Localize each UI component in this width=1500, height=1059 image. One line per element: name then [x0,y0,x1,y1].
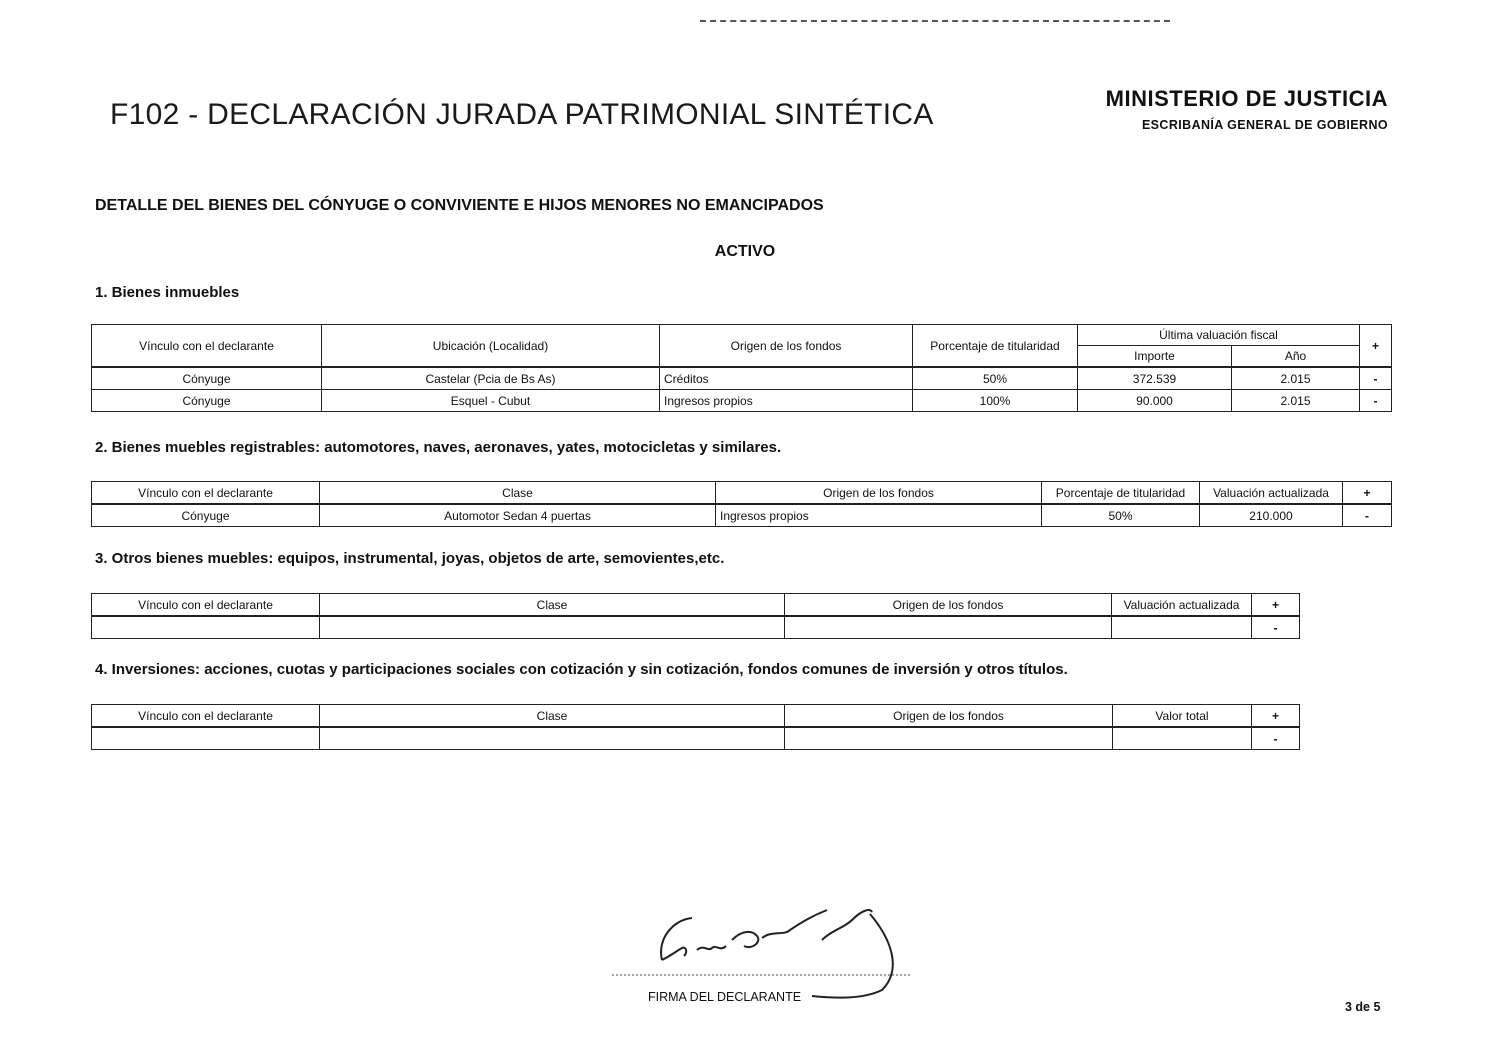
remove-row-button[interactable]: - [1343,504,1392,527]
bienes-muebles-registrables-table [91,481,1392,527]
header-origen: Origen de los fondos [716,482,1042,505]
cell-clase: Automotor Sedan 4 puertas [320,504,716,527]
header-porcentaje: Porcentaje de titularidad [1042,482,1200,505]
cell-vinculo: Cónyuge [92,504,320,527]
cell-anio: 2.015 [1232,390,1360,412]
header-origen: Origen de los fondos [785,705,1113,728]
table-header-row [92,325,1392,346]
cell-vinculo [92,727,320,750]
header-anio: Año [1232,346,1360,368]
firma-label: FIRMA DEL DECLARANTE [648,990,802,1004]
header-valuacion: Valuación actualizada [1112,594,1252,617]
header-vinculo: Vínculo con el declarante [92,325,322,368]
cell-valor [1113,727,1252,750]
header-clase: Clase [320,594,785,617]
ministry-name: MINISTERIO DE JUSTICIA [1105,86,1388,111]
header-origen: Origen de los fondos [785,594,1112,617]
bienes-inmuebles-table [91,324,1392,412]
add-row-button[interactable]: + [1343,482,1392,505]
cell-clase [320,727,785,750]
cell-vinculo: Cónyuge [92,390,322,412]
ministry-block [1106,86,1388,132]
table-header-row [92,482,1392,505]
remove-row-button[interactable]: - [1360,390,1392,412]
cell-porcentaje: 100% [913,390,1078,412]
section1-title: 1. Bienes inmuebles [95,284,240,301]
add-row-button[interactable]: + [1360,325,1392,368]
cell-origen [785,727,1113,750]
add-row-button[interactable]: + [1252,705,1300,728]
activo-heading: ACTIVO [714,243,776,260]
cell-porcentaje: 50% [913,367,1078,390]
scan-top-line [700,20,1170,22]
header-valuacion: Valuación actualizada [1200,482,1343,505]
cell-importe: 90.000 [1078,390,1232,412]
header-vinculo: Vínculo con el declarante [92,482,320,505]
add-row-button[interactable]: + [1252,594,1300,617]
table-row [92,504,1392,527]
cell-ubicacion: Esquel - Cubut [322,390,660,412]
table-header-row [92,705,1300,728]
header-valuacion: Última valuación fiscal [1078,325,1360,346]
remove-row-button[interactable]: - [1252,616,1300,639]
cell-porcentaje: 50% [1042,504,1200,527]
cell-origen: Ingresos propios [716,504,1042,527]
cell-importe: 372.539 [1078,367,1232,390]
detalle-heading: DETALLE DEL BIENES DEL CÓNYUGE O CONVIVIENTE E HIJOS MENORES NO EMANCIPADOS [95,197,824,214]
cell-origen: Ingresos propios [660,390,913,412]
header-importe: Importe [1078,346,1232,368]
header-porcentaje: Porcentaje de titularidad [913,325,1078,368]
page-number: 3 de 5 [1345,1000,1381,1014]
cell-clase [320,616,785,639]
cell-origen: Créditos [660,367,913,390]
table-header-row [92,594,1300,617]
header-ubicacion: Ubicación (Localidad) [322,325,660,368]
cell-ubicacion: Castelar (Pcia de Bs As) [322,367,660,390]
section2-title: 2. Bienes muebles registrables: automotores, naves, aeronaves, yates, motocicletas y similares. [95,439,782,456]
cell-anio: 2.015 [1232,367,1360,390]
cell-vinculo [92,616,320,639]
header-origen: Origen de los fondos [660,325,913,368]
header-valor: Valor total [1113,705,1252,728]
remove-row-button[interactable]: - [1252,727,1300,750]
table-row [92,390,1392,412]
table-row [92,727,1300,750]
section4-title: 4. Inversiones: acciones, cuotas y participaciones sociales con cotización y sin cotización, fondos comunes de inversión y otros títulos. [95,661,1068,678]
page-title: F102 - DECLARACIÓN JURADA PATRIMONIAL SINTÉTICA [110,98,934,131]
office-name: ESCRIBANÍA GENERAL DE GOBIERNO [1141,118,1388,132]
header-vinculo: Vínculo con el declarante [92,594,320,617]
cell-valuacion [1112,616,1252,639]
section3-title: 3. Otros bienes muebles: equipos, instrumental, joyas, objetos de arte, semovientes,etc. [95,550,725,567]
otros-bienes-muebles-table [91,593,1300,639]
cell-origen [785,616,1112,639]
table-row [92,616,1300,639]
header-clase: Clase [320,705,785,728]
table-row [92,367,1392,390]
remove-row-button[interactable]: - [1360,367,1392,390]
header-vinculo: Vínculo con el declarante [92,705,320,728]
cell-valuacion: 210.000 [1200,504,1343,527]
cell-vinculo: Cónyuge [92,367,322,390]
inversiones-table [91,704,1300,750]
header-clase: Clase [320,482,716,505]
